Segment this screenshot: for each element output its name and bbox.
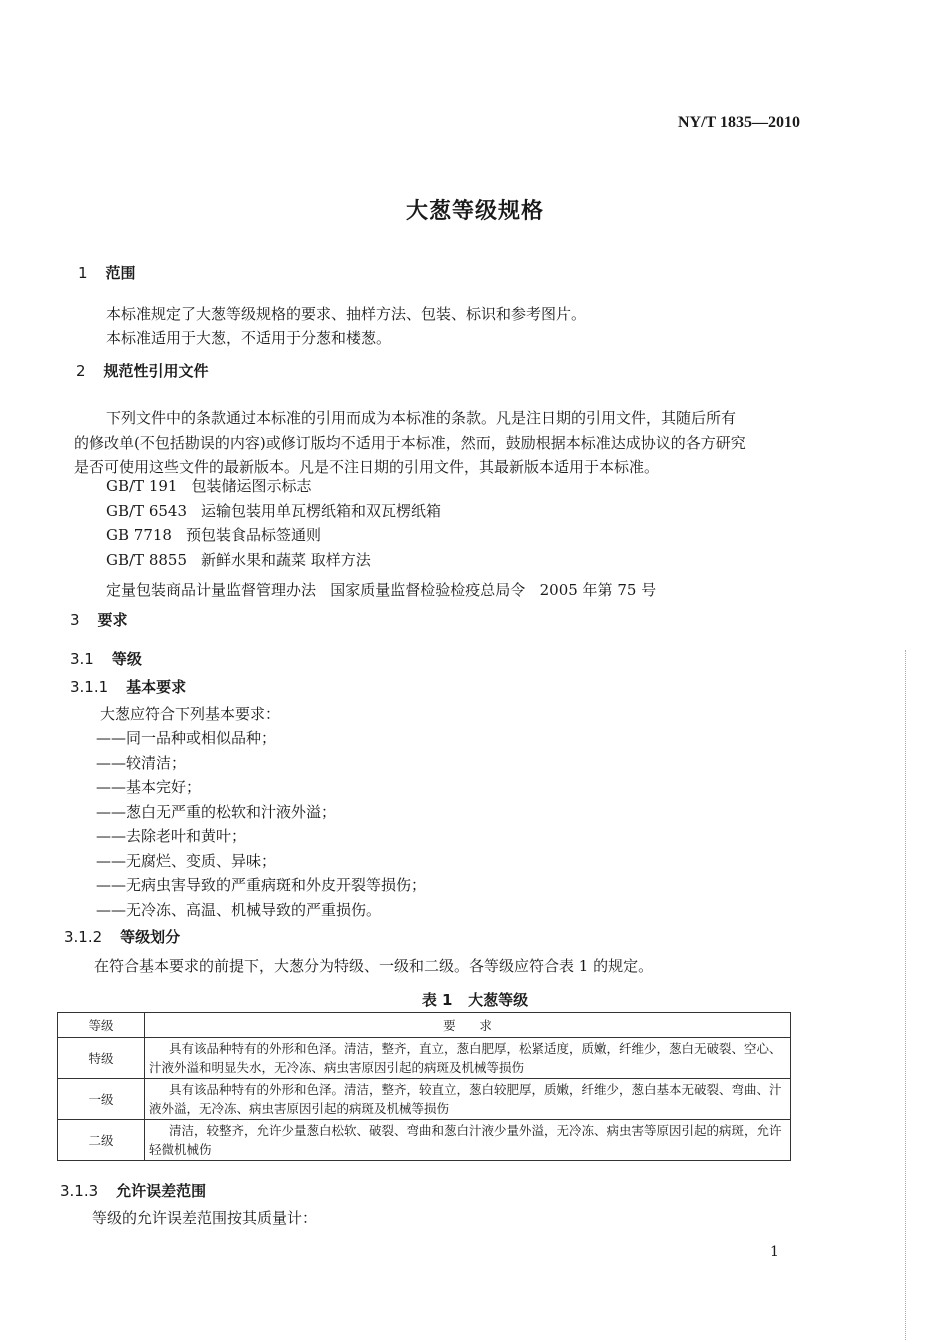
paragraph: 本标准适用于大葱，不适用于分葱和楼葱。 <box>106 329 392 347</box>
section-1-heading <box>78 262 136 283</box>
requirement-cell: 具有该品种特有的外形和色泽。清洁，整齐，较直立，葱白较肥厚，质嫩，纤维少，葱白基本无破裂、弯曲、汁液外溢，无冷冻、病虫害原因引起的病斑及机械等损伤 <box>145 1079 791 1120</box>
section-number: 1 <box>78 264 88 282</box>
grade-cell: 特级 <box>58 1038 145 1079</box>
paragraph: 在符合基本要求的前提下，大葱分为特级、一级和二级。各等级应符合表 1 的规定。 <box>94 957 654 975</box>
header-requirement: 要 求 <box>145 1013 791 1038</box>
section-number: 3.1 <box>70 650 94 668</box>
reference-item <box>106 500 441 521</box>
standard-number: NY/T 1835—2010 <box>678 114 800 131</box>
page-edge-divider <box>905 650 906 1340</box>
list-item: ——无腐烂、变质、异味； <box>96 852 277 870</box>
paragraph: 大葱应符合下列基本要求： <box>100 705 281 723</box>
section-title: 等级划分 <box>120 928 181 946</box>
section-2-heading <box>76 360 209 381</box>
table-row <box>58 1120 791 1161</box>
section-title: 允许误差范围 <box>116 1182 207 1200</box>
table-header-row <box>58 1013 791 1038</box>
paragraph: 等级的允许误差范围按其质量计： <box>92 1209 318 1227</box>
section-title: 范围 <box>105 264 136 282</box>
section-3-1-2-heading <box>64 926 180 947</box>
reference-code: GB 7718 <box>106 526 172 544</box>
paragraph-line: 的修改单(不包括勘误的内容)或修订版均不适用于本标准，然而，鼓励根据本标准达成协议的各方研究 <box>74 434 746 452</box>
requirement-cell: 清洁，较整齐，允许少量葱白松软、破裂、弯曲和葱白汁液少量外溢，无冷冻、病虫害等原因引起的病斑，允许轻微机械伤 <box>145 1120 791 1161</box>
section-3-1-heading <box>70 648 142 669</box>
paragraph-line: 下列文件中的条款通过本标准的引用而成为本标准的条款。凡是注日期的引用文件，其随后所有 <box>106 409 737 427</box>
reference-title: 新鲜水果和蔬菜 取样方法 <box>201 551 371 569</box>
page-number: 1 <box>770 1244 779 1260</box>
grade-cell: 一级 <box>58 1079 145 1120</box>
table-row <box>58 1038 791 1079</box>
section-3-heading <box>70 609 128 630</box>
document-title: 大葱等级规格 <box>405 199 544 224</box>
list-item: ——无病虫害导致的严重病斑和外皮开裂等损伤； <box>96 876 427 894</box>
section-number: 3.1.2 <box>64 928 103 946</box>
paragraph: 本标准规定了大葱等级规格的要求、抽样方法、包装、标识和参考图片。 <box>106 305 587 323</box>
grade-table <box>57 1012 791 1161</box>
section-number: 3.1.1 <box>70 678 109 696</box>
reference-item <box>106 549 371 570</box>
section-number: 2 <box>76 362 86 380</box>
requirement-cell: 具有该品种特有的外形和色泽。清洁，整齐，直立，葱白肥厚，松紧适度，质嫩，纤维少，葱白无破裂、空心、汁液外溢和明显失水，无冷冻、病虫害原因引起的病斑及机械等损伤 <box>145 1038 791 1079</box>
table-caption: 表 1 大葱等级 <box>421 991 529 1009</box>
reference-code: GB/T 191 <box>106 477 178 495</box>
list-item: ——葱白无严重的松软和汁液外溢； <box>96 803 337 821</box>
reference-item: 定量包装商品计量监督管理办法 国家质量监督检验检疫总局令 2005 年第 75 号 <box>106 581 657 599</box>
list-item: ——较清洁； <box>96 754 187 772</box>
paragraph-line: 是否可使用这些文件的最新版本。凡是不注日期的引用文件，其最新版本适用于本标准。 <box>74 458 660 476</box>
reference-title: 预包装食品标签通则 <box>185 526 321 544</box>
reference-item <box>106 475 311 496</box>
section-title: 等级 <box>111 650 142 668</box>
header-grade: 等级 <box>58 1013 145 1038</box>
section-title: 要求 <box>97 611 128 629</box>
section-number: 3 <box>70 611 80 629</box>
section-number: 3.1.3 <box>60 1182 99 1200</box>
reference-item <box>106 524 321 545</box>
reference-code: GB/T 8855 <box>106 551 188 569</box>
reference-code: GB/T 6543 <box>106 502 188 520</box>
reference-title: 运输包装用单瓦楞纸箱和双瓦楞纸箱 <box>201 502 442 520</box>
list-item: ——去除老叶和黄叶； <box>96 827 247 845</box>
grade-cell: 二级 <box>58 1120 145 1161</box>
reference-title: 包装储运图示标志 <box>191 477 312 495</box>
list-item: ——基本完好； <box>96 778 202 796</box>
table-row <box>58 1079 791 1120</box>
section-title: 规范性引用文件 <box>103 362 209 380</box>
section-title: 基本要求 <box>126 678 187 696</box>
list-item: ——无冷冻、高温、机械导致的严重损伤。 <box>96 901 382 919</box>
section-3-1-1-heading <box>70 676 186 697</box>
section-3-1-3-heading <box>60 1180 206 1201</box>
list-item: ——同一品种或相似品种； <box>96 729 277 747</box>
